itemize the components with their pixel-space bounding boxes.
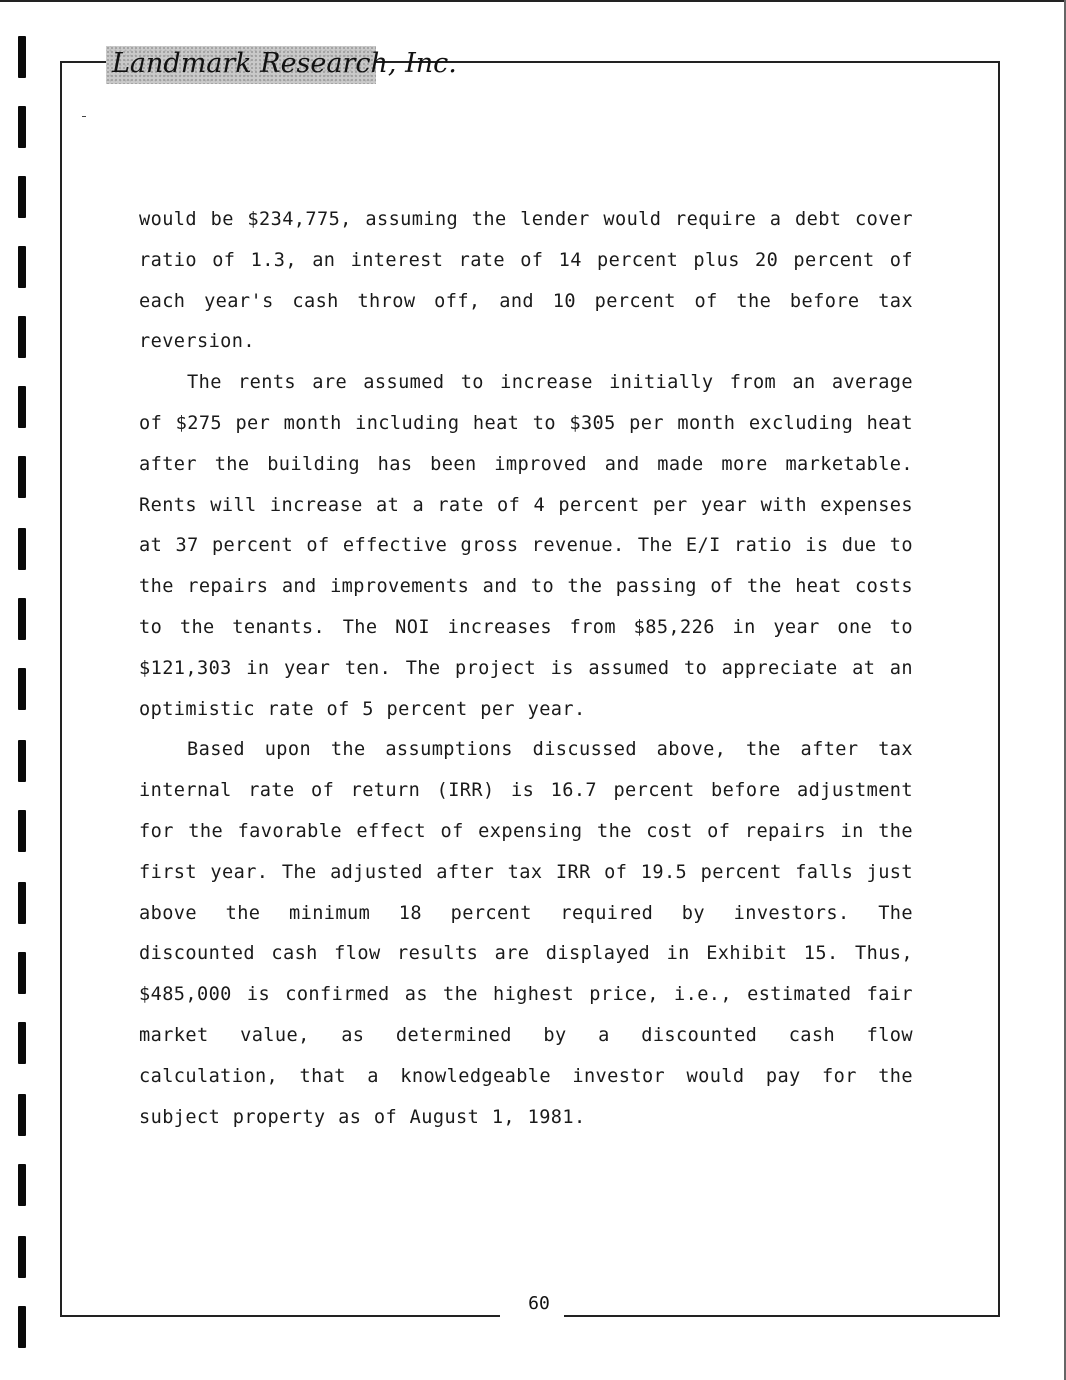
binding-hole (18, 882, 26, 924)
binding-hole (18, 668, 26, 710)
binding-hole (18, 316, 26, 358)
binding-hole (18, 1306, 26, 1348)
binding-hole (18, 1236, 26, 1278)
binding-hole (18, 740, 26, 782)
binding-hole (18, 36, 26, 78)
scan-mark (82, 116, 86, 117)
body-text (139, 200, 913, 1138)
paragraph-rents: The rents are assumed to increase initially from an average of $275 per month including heat to $305 per month excluding heat after the building has been improved and made more marketable. Rents will increase at a rate of 4 percent per year with expenses at 37 percent of effective gross revenue. The E/I ratio is due to the repairs and improvements and to the passing of the heat costs to the tenants. The NOI increases from $85,226 in year one to $121,303 in year ten. The project is assumed to appreciate at an optimistic rate of 5 percent per year. (139, 372, 913, 720)
page-number: 60 (528, 1293, 550, 1314)
binding-hole (18, 386, 26, 428)
paragraph-irr: Based upon the assumptions discussed above, the after tax internal rate of return (IRR) is 16.7 percent before adjustment for the favorable effect of expensing the cost of repairs in the first year. The adjusted after tax IRR of 19.5 percent falls just above the minimum 18 percent required by investors. The discounted cash flow results are displayed in Exhibit 15. Thus, $485,000 is confirmed as the highest price, i.e., estimated fair market value, as determined by a discounted cash flow calculation, that a knowledgeable investor would pay for the subject property as of August 1, 1981. (139, 739, 913, 1128)
binding-hole (18, 456, 26, 498)
binding-hole (18, 246, 26, 288)
binding-hole (18, 810, 26, 852)
binding-holes (0, 0, 40, 1380)
company-logo: Landmark Research, Inc. (112, 48, 457, 79)
paragraph-continuation: would be $234,775, assuming the lender would require a debt cover ratio of 1.3, an interest rate of 14 percent plus 20 percent of each year's cash throw off, and 10 percent of the before tax reversion. (139, 209, 913, 353)
binding-hole (18, 176, 26, 218)
binding-hole (18, 106, 26, 148)
page-top-edge (0, 0, 1066, 2)
binding-hole (18, 952, 26, 994)
binding-hole (18, 598, 26, 640)
binding-hole (18, 1022, 26, 1064)
binding-hole (18, 1164, 26, 1206)
binding-hole (18, 528, 26, 570)
binding-hole (18, 1094, 26, 1136)
